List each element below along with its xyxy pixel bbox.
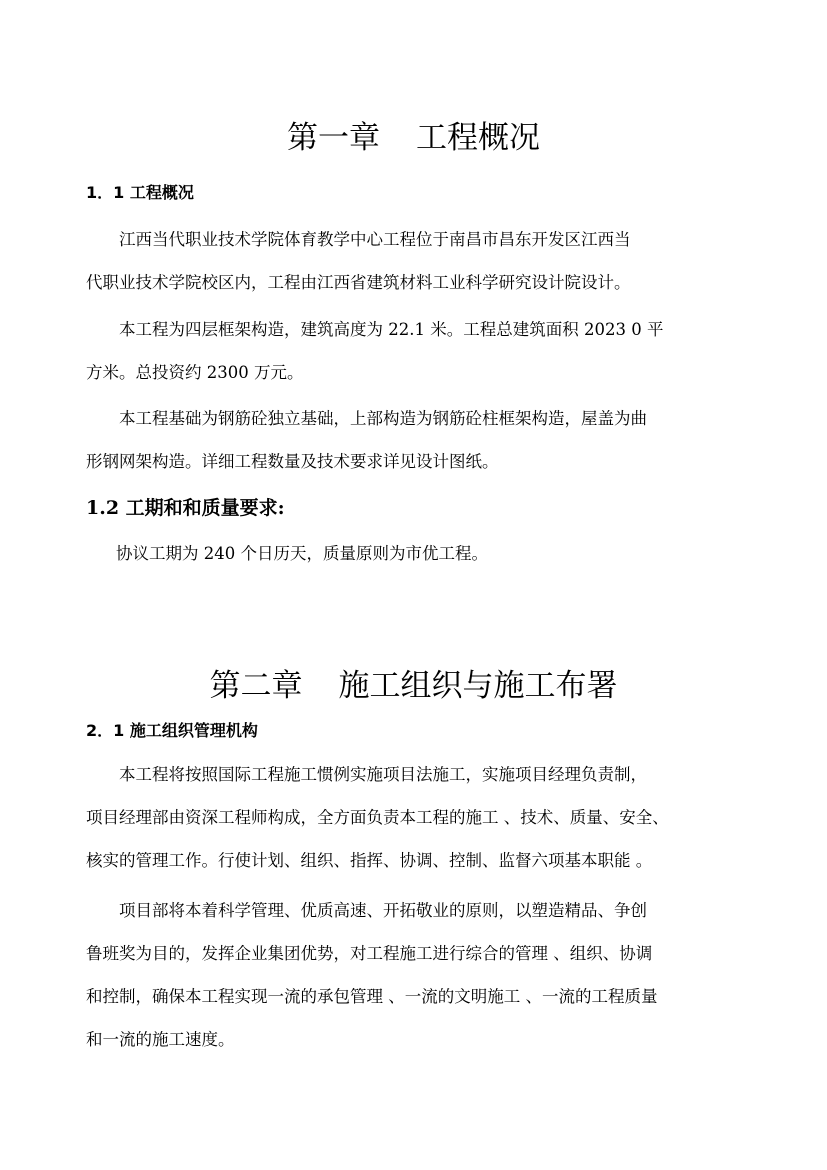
paragraph-line: 本工程为四层框架构造，建筑高度为 22.1 米。工程总建筑面积 2023 0 平 [119, 320, 664, 339]
section-1-2-paragraph-1: 协议工期为 240 个日历天，质量原则为市优工程。 [116, 544, 488, 563]
section-1-1-paragraph-3 [86, 397, 742, 483]
chapter-2-title [0, 668, 827, 704]
paragraph-line: 和控制，确保本工程实现一流的承包管理 、一流的文明施工 、一流的工程质量 [86, 987, 658, 1006]
paragraph-line: 和一流的施工速度。 [86, 1030, 235, 1049]
section-1-2-heading: 1.2 工期和和质量要求: [86, 497, 285, 519]
section-1-1-paragraph-1 [86, 218, 742, 304]
chapter-2-name: 施工组织与施工布署 [338, 668, 618, 704]
paragraph-line: 方米。总投资约 2300 万元。 [86, 363, 304, 382]
section-1-1-heading: 1．1 工程概况 [86, 183, 194, 202]
section-1-1-paragraph-2 [86, 308, 742, 394]
chapter-1-name: 工程概况 [416, 120, 540, 156]
paragraph-line: 项目部将本着科学管理、优质高速、开拓敬业的原则，以塑造精品、争创 [119, 901, 647, 920]
paragraph-line: 核实的管理工作。行使计划、组织、指挥、协调、控制、监督六项基本职能 。 [86, 851, 653, 870]
paragraph-line: 形钢网架构造。详细工程数量及技术要求详见设计图纸。 [86, 452, 499, 471]
section-2-1-paragraph-1 [86, 753, 742, 882]
chapter-1-number: 第一章 [287, 120, 380, 156]
paragraph-line: 本工程将按照国际工程施工惯例实施项目法施工，实施项目经理负责制， [119, 765, 647, 784]
paragraph-line: 代职业技术学院校区内，工程由江西省建筑材料工业科学研究设计院设计。 [86, 273, 631, 292]
paragraph-line: 本工程基础为钢筋砼独立基础，上部构造为钢筋砼柱框架构造，屋盖为曲 [119, 409, 647, 428]
section-2-1-heading: 2．1 施工组织管理机构 [86, 721, 258, 740]
paragraph-line: 项目经理部由资深工程师构成，全方面负责本工程的施工 、技术、质量、安全、 [86, 808, 669, 827]
paragraph-line: 江西当代职业技术学院体育教学中心工程位于南昌市昌东开发区江西当 [119, 230, 631, 249]
chapter-2-number: 第二章 [209, 668, 303, 704]
section-2-1-paragraph-2 [86, 889, 742, 1061]
paragraph-line: 鲁班奖为目的，发挥企业集团优势，对工程施工进行综合的管理 、组织、协调 [86, 944, 653, 963]
chapter-1-title [0, 120, 827, 156]
